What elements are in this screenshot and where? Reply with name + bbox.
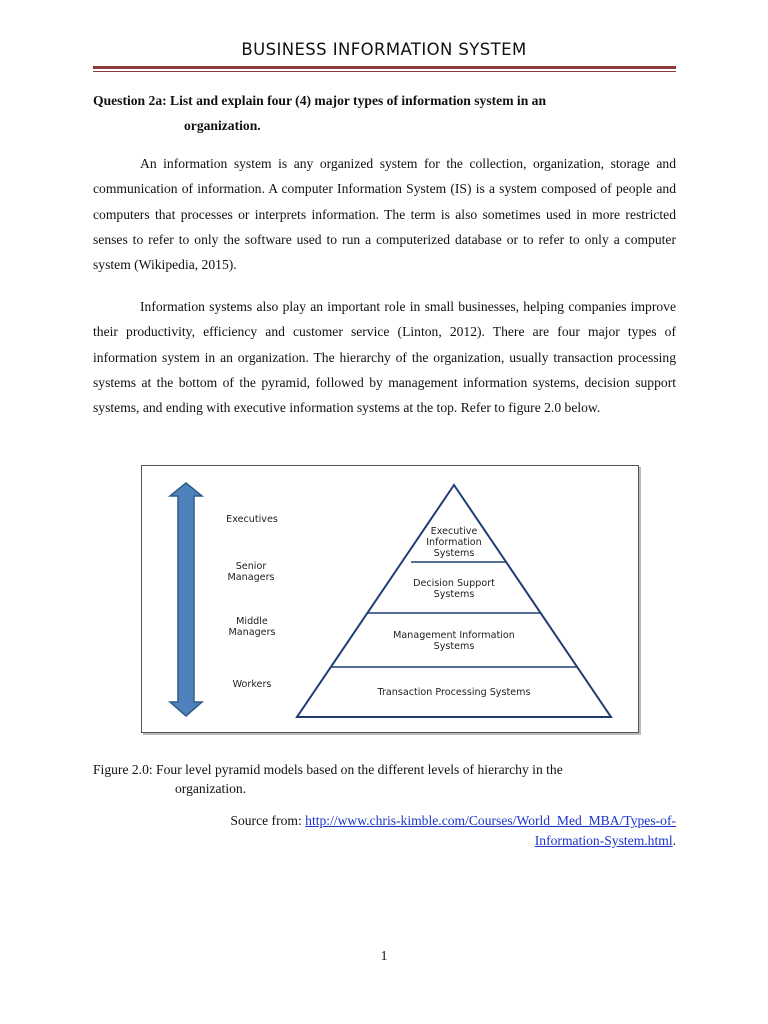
figure-caption-line-1: Figure 2.0: Four level pyramid models based on the different levels of hierarchy in the xyxy=(93,762,563,777)
body-paragraph-2: Information systems also play an important role in small businesses, helping companies improve their productivity, efficiency and customer service (Linton, 2012). There are four major types of information system in an organization. The hierarchy of the organization, usually transaction processing systems at the bottom of the pyramid, followed by management information systems, decision support systems, and ending with executive information systems at the top. Refer to figure 2.0 below. xyxy=(93,299,676,416)
role-label-middle-line-1: Middle xyxy=(236,616,268,627)
pyramid-diagram-svg xyxy=(142,466,638,732)
source-citation xyxy=(93,811,676,851)
role-label-middle-line-2: Managers xyxy=(228,627,276,638)
pyramid-outline xyxy=(297,485,611,717)
system-label-dss-line-2: Systems xyxy=(433,589,475,600)
source-link-part-2[interactable]: Information-System.html xyxy=(534,833,673,848)
source-link-part-1[interactable]: http://www.chris-kimble.com/Courses/World_Med_MBA/Types-of- xyxy=(305,813,676,828)
figure-caption xyxy=(93,760,676,798)
question-line-1: Question 2a: List and explain four (4) major types of information system in an xyxy=(93,93,547,108)
document-header-title: BUSINESS INFORMATION SYSTEM xyxy=(241,40,527,59)
role-label-senior-line-2: Managers xyxy=(227,572,275,583)
figure-pyramid-diagram xyxy=(141,465,639,733)
page-number: 1 xyxy=(380,948,388,963)
body-paragraph-1: An information system is any organized system for the collection, organization, storage and communication of information. A computer Information System (IS) is a system composed of people and computers that processes or interprets information. The term is also sometimes used in more restricted senses to refer to only the software used to run a computerized database or to refer to only a computer system (Wikipedia, 2015). xyxy=(93,156,676,273)
hierarchy-arrow xyxy=(170,483,202,716)
header-divider-thin xyxy=(93,71,676,72)
figure-caption-line-2: organization. xyxy=(175,781,247,796)
header-divider xyxy=(93,66,676,69)
role-label-workers: Workers xyxy=(232,679,272,690)
system-label-mis-line-1: Management Information xyxy=(393,630,515,641)
role-label-executives: Executives xyxy=(226,514,278,525)
question-heading xyxy=(93,88,676,138)
role-label-senior-line-1: Senior xyxy=(235,561,267,572)
system-label-dss-line-1: Decision Support xyxy=(413,578,495,589)
pyramid xyxy=(297,485,611,717)
source-suffix: . xyxy=(672,833,676,848)
source-prefix: Source from: xyxy=(230,813,306,828)
system-label-eis-line-1: Executive xyxy=(430,526,478,537)
system-label-tps: Transaction Processing Systems xyxy=(377,687,531,698)
system-label-eis-line-3: Systems xyxy=(433,548,475,559)
question-line-2: organization. xyxy=(184,118,261,133)
system-label-mis-line-2: Systems xyxy=(433,641,475,652)
system-label-eis-line-2: Information xyxy=(426,537,482,548)
